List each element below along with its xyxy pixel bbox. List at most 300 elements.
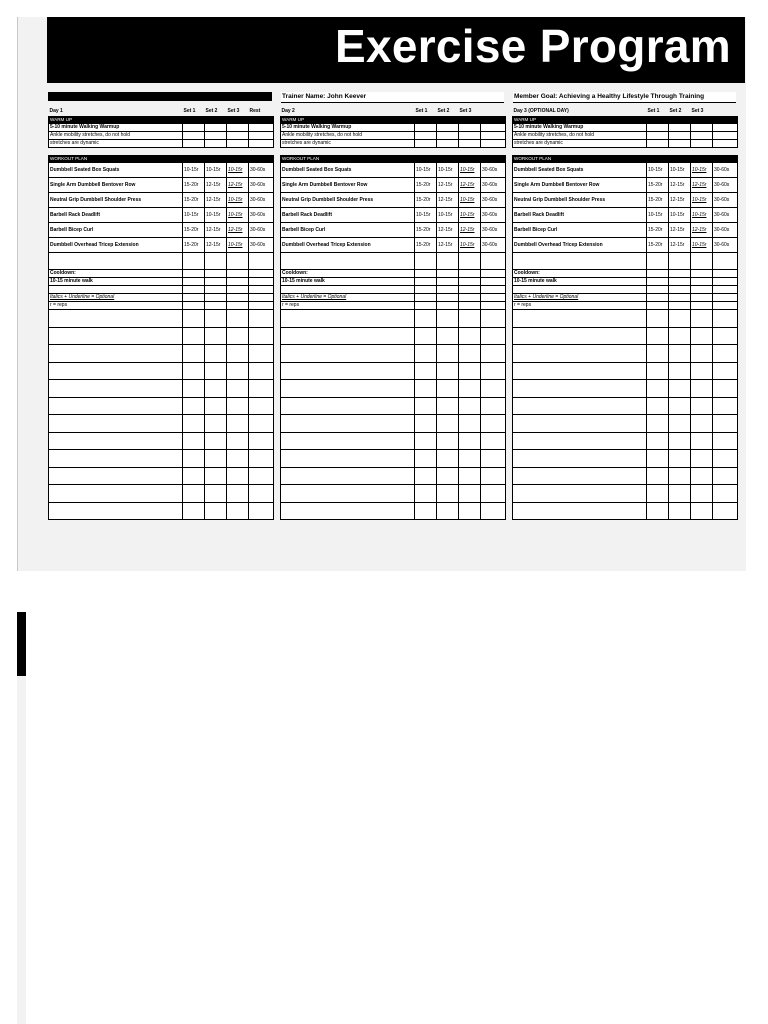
entry-cell[interactable] bbox=[647, 432, 669, 450]
entry-cell[interactable] bbox=[227, 302, 249, 310]
entry-cell[interactable] bbox=[459, 140, 481, 148]
entry-cell[interactable] bbox=[437, 270, 459, 278]
entry-cell[interactable] bbox=[183, 294, 205, 302]
set-1-reps[interactable]: 15-20r bbox=[415, 238, 437, 253]
entry-cell[interactable] bbox=[227, 450, 249, 468]
entry-cell[interactable] bbox=[415, 415, 437, 433]
entry-cell[interactable] bbox=[481, 502, 506, 520]
entry-cell[interactable] bbox=[481, 327, 506, 345]
entry-cell[interactable] bbox=[415, 397, 437, 415]
entry-cell[interactable] bbox=[49, 286, 183, 294]
entry-cell[interactable] bbox=[647, 124, 669, 132]
entry-cell[interactable] bbox=[691, 124, 713, 132]
entry-cell[interactable] bbox=[205, 467, 227, 485]
entry-cell[interactable] bbox=[713, 310, 738, 328]
entry-cell[interactable] bbox=[437, 397, 459, 415]
entry-cell[interactable] bbox=[437, 467, 459, 485]
entry-cell[interactable] bbox=[227, 485, 249, 503]
set-1-reps[interactable]: 15-20r bbox=[183, 238, 205, 253]
entry-cell[interactable] bbox=[249, 415, 274, 433]
rest-time[interactable]: 30-60s bbox=[481, 223, 506, 238]
entry-cell[interactable] bbox=[249, 450, 274, 468]
entry-cell[interactable] bbox=[415, 132, 437, 140]
entry-cell[interactable] bbox=[281, 286, 415, 294]
entry-cell[interactable] bbox=[481, 270, 506, 278]
entry-cell[interactable] bbox=[713, 450, 738, 468]
entry-cell[interactable] bbox=[49, 450, 183, 468]
entry-cell[interactable] bbox=[513, 502, 647, 520]
entry-cell[interactable] bbox=[713, 362, 738, 380]
entry-cell[interactable] bbox=[481, 253, 506, 270]
entry-cell[interactable] bbox=[415, 467, 437, 485]
entry-cell[interactable] bbox=[669, 286, 691, 294]
entry-cell[interactable] bbox=[415, 362, 437, 380]
entry-cell[interactable] bbox=[415, 432, 437, 450]
entry-cell[interactable] bbox=[281, 450, 415, 468]
entry-cell[interactable] bbox=[183, 270, 205, 278]
entry-cell[interactable] bbox=[513, 415, 647, 433]
entry-cell[interactable] bbox=[249, 294, 274, 302]
set-3-reps-optional[interactable]: 10-15r bbox=[459, 193, 481, 208]
set-2-reps[interactable]: 12-15r bbox=[205, 223, 227, 238]
entry-cell[interactable] bbox=[281, 362, 415, 380]
entry-cell[interactable] bbox=[669, 327, 691, 345]
entry-cell[interactable] bbox=[647, 415, 669, 433]
set-2-reps[interactable]: 12-15r bbox=[669, 223, 691, 238]
entry-cell[interactable] bbox=[691, 415, 713, 433]
set-1-reps[interactable]: 15-20r bbox=[415, 223, 437, 238]
entry-cell[interactable] bbox=[205, 294, 227, 302]
entry-cell[interactable] bbox=[437, 132, 459, 140]
entry-cell[interactable] bbox=[669, 432, 691, 450]
entry-cell[interactable] bbox=[459, 327, 481, 345]
entry-cell[interactable] bbox=[691, 132, 713, 140]
entry-cell[interactable] bbox=[415, 294, 437, 302]
entry-cell[interactable] bbox=[691, 362, 713, 380]
entry-cell[interactable] bbox=[249, 140, 274, 148]
entry-cell[interactable] bbox=[481, 140, 506, 148]
entry-cell[interactable] bbox=[205, 278, 227, 286]
entry-cell[interactable] bbox=[669, 485, 691, 503]
entry-cell[interactable] bbox=[437, 294, 459, 302]
set-3-reps-optional[interactable]: 10-15r bbox=[227, 163, 249, 178]
entry-cell[interactable] bbox=[459, 415, 481, 433]
entry-cell[interactable] bbox=[281, 502, 415, 520]
entry-cell[interactable] bbox=[459, 302, 481, 310]
entry-cell[interactable] bbox=[713, 467, 738, 485]
set-1-reps[interactable]: 15-20r bbox=[647, 178, 669, 193]
set-2-reps[interactable]: 12-15r bbox=[437, 238, 459, 253]
entry-cell[interactable] bbox=[281, 415, 415, 433]
entry-cell[interactable] bbox=[647, 467, 669, 485]
set-3-reps-optional[interactable]: 10-15r bbox=[459, 238, 481, 253]
entry-cell[interactable] bbox=[459, 380, 481, 398]
entry-cell[interactable] bbox=[415, 286, 437, 294]
entry-cell[interactable] bbox=[183, 124, 205, 132]
entry-cell[interactable] bbox=[415, 124, 437, 132]
set-2-reps[interactable]: 12-15r bbox=[437, 178, 459, 193]
entry-cell[interactable] bbox=[459, 310, 481, 328]
entry-cell[interactable] bbox=[691, 278, 713, 286]
entry-cell[interactable] bbox=[513, 467, 647, 485]
entry-cell[interactable] bbox=[205, 485, 227, 503]
entry-cell[interactable] bbox=[669, 380, 691, 398]
entry-cell[interactable] bbox=[49, 485, 183, 503]
entry-cell[interactable] bbox=[459, 467, 481, 485]
entry-cell[interactable] bbox=[437, 485, 459, 503]
entry-cell[interactable] bbox=[183, 362, 205, 380]
entry-cell[interactable] bbox=[713, 132, 738, 140]
rest-time[interactable]: 30-60s bbox=[481, 193, 506, 208]
entry-cell[interactable] bbox=[481, 397, 506, 415]
entry-cell[interactable] bbox=[691, 380, 713, 398]
entry-cell[interactable] bbox=[481, 432, 506, 450]
entry-cell[interactable] bbox=[459, 502, 481, 520]
entry-cell[interactable] bbox=[183, 140, 205, 148]
entry-cell[interactable] bbox=[227, 397, 249, 415]
set-1-reps[interactable]: 10-15r bbox=[647, 208, 669, 223]
entry-cell[interactable] bbox=[415, 485, 437, 503]
entry-cell[interactable] bbox=[647, 278, 669, 286]
entry-cell[interactable] bbox=[669, 397, 691, 415]
entry-cell[interactable] bbox=[459, 450, 481, 468]
entry-cell[interactable] bbox=[481, 132, 506, 140]
entry-cell[interactable] bbox=[647, 502, 669, 520]
entry-cell[interactable] bbox=[183, 485, 205, 503]
rest-time[interactable]: 30-60s bbox=[481, 208, 506, 223]
rest-time[interactable]: 30-60s bbox=[249, 208, 274, 223]
entry-cell[interactable] bbox=[437, 450, 459, 468]
entry-cell[interactable] bbox=[227, 124, 249, 132]
entry-cell[interactable] bbox=[669, 140, 691, 148]
entry-cell[interactable] bbox=[415, 278, 437, 286]
entry-cell[interactable] bbox=[669, 310, 691, 328]
entry-cell[interactable] bbox=[647, 362, 669, 380]
rest-time[interactable]: 30-60s bbox=[249, 193, 274, 208]
entry-cell[interactable] bbox=[691, 294, 713, 302]
entry-cell[interactable] bbox=[415, 253, 437, 270]
entry-cell[interactable] bbox=[459, 124, 481, 132]
entry-cell[interactable] bbox=[691, 432, 713, 450]
entry-cell[interactable] bbox=[205, 302, 227, 310]
entry-cell[interactable] bbox=[481, 124, 506, 132]
entry-cell[interactable] bbox=[647, 397, 669, 415]
entry-cell[interactable] bbox=[713, 327, 738, 345]
entry-cell[interactable] bbox=[691, 310, 713, 328]
set-1-reps[interactable]: 15-20r bbox=[183, 223, 205, 238]
entry-cell[interactable] bbox=[437, 327, 459, 345]
entry-cell[interactable] bbox=[481, 345, 506, 363]
entry-cell[interactable] bbox=[669, 253, 691, 270]
entry-cell[interactable] bbox=[647, 286, 669, 294]
entry-cell[interactable] bbox=[205, 310, 227, 328]
set-1-reps[interactable]: 15-20r bbox=[183, 193, 205, 208]
set-1-reps[interactable]: 15-20r bbox=[415, 178, 437, 193]
entry-cell[interactable] bbox=[205, 345, 227, 363]
entry-cell[interactable] bbox=[249, 253, 274, 270]
entry-cell[interactable] bbox=[437, 253, 459, 270]
set-2-reps[interactable]: 12-15r bbox=[669, 193, 691, 208]
set-2-reps[interactable]: 10-15r bbox=[205, 208, 227, 223]
entry-cell[interactable] bbox=[647, 132, 669, 140]
entry-cell[interactable] bbox=[227, 270, 249, 278]
entry-cell[interactable] bbox=[205, 432, 227, 450]
entry-cell[interactable] bbox=[281, 345, 415, 363]
set-2-reps[interactable]: 12-15r bbox=[669, 178, 691, 193]
set-3-reps-optional[interactable]: 12-15r bbox=[227, 178, 249, 193]
rest-time[interactable]: 30-60s bbox=[249, 178, 274, 193]
entry-cell[interactable] bbox=[249, 132, 274, 140]
entry-cell[interactable] bbox=[49, 253, 183, 270]
entry-cell[interactable] bbox=[249, 327, 274, 345]
entry-cell[interactable] bbox=[647, 294, 669, 302]
set-3-reps-optional[interactable]: 10-15r bbox=[459, 208, 481, 223]
entry-cell[interactable] bbox=[513, 310, 647, 328]
entry-cell[interactable] bbox=[481, 286, 506, 294]
entry-cell[interactable] bbox=[713, 294, 738, 302]
entry-cell[interactable] bbox=[691, 270, 713, 278]
entry-cell[interactable] bbox=[183, 432, 205, 450]
entry-cell[interactable] bbox=[415, 345, 437, 363]
set-3-reps-optional[interactable]: 12-15r bbox=[459, 178, 481, 193]
set-1-reps[interactable]: 15-20r bbox=[183, 178, 205, 193]
entry-cell[interactable] bbox=[249, 432, 274, 450]
entry-cell[interactable] bbox=[481, 485, 506, 503]
entry-cell[interactable] bbox=[281, 485, 415, 503]
entry-cell[interactable] bbox=[205, 124, 227, 132]
entry-cell[interactable] bbox=[183, 467, 205, 485]
entry-cell[interactable] bbox=[227, 140, 249, 148]
entry-cell[interactable] bbox=[513, 362, 647, 380]
entry-cell[interactable] bbox=[669, 467, 691, 485]
entry-cell[interactable] bbox=[481, 362, 506, 380]
rest-time[interactable]: 30-60s bbox=[713, 208, 738, 223]
entry-cell[interactable] bbox=[437, 302, 459, 310]
entry-cell[interactable] bbox=[713, 345, 738, 363]
set-2-reps[interactable]: 12-15r bbox=[437, 223, 459, 238]
entry-cell[interactable] bbox=[205, 502, 227, 520]
entry-cell[interactable] bbox=[183, 345, 205, 363]
set-3-reps-optional[interactable]: 12-15r bbox=[459, 223, 481, 238]
set-1-reps[interactable]: 10-15r bbox=[415, 163, 437, 178]
entry-cell[interactable] bbox=[647, 380, 669, 398]
entry-cell[interactable] bbox=[691, 302, 713, 310]
entry-cell[interactable] bbox=[713, 140, 738, 148]
entry-cell[interactable] bbox=[227, 286, 249, 294]
entry-cell[interactable] bbox=[205, 270, 227, 278]
entry-cell[interactable] bbox=[183, 397, 205, 415]
set-1-reps[interactable]: 10-15r bbox=[415, 208, 437, 223]
entry-cell[interactable] bbox=[249, 286, 274, 294]
entry-cell[interactable] bbox=[281, 253, 415, 270]
set-2-reps[interactable]: 10-15r bbox=[669, 208, 691, 223]
entry-cell[interactable] bbox=[459, 362, 481, 380]
entry-cell[interactable] bbox=[227, 467, 249, 485]
entry-cell[interactable] bbox=[227, 327, 249, 345]
entry-cell[interactable] bbox=[513, 286, 647, 294]
rest-time[interactable]: 30-60s bbox=[713, 238, 738, 253]
entry-cell[interactable] bbox=[713, 397, 738, 415]
entry-cell[interactable] bbox=[669, 302, 691, 310]
entry-cell[interactable] bbox=[647, 450, 669, 468]
entry-cell[interactable] bbox=[647, 310, 669, 328]
entry-cell[interactable] bbox=[205, 450, 227, 468]
entry-cell[interactable] bbox=[691, 286, 713, 294]
entry-cell[interactable] bbox=[183, 253, 205, 270]
entry-cell[interactable] bbox=[227, 253, 249, 270]
set-2-reps[interactable]: 10-15r bbox=[437, 163, 459, 178]
entry-cell[interactable] bbox=[415, 380, 437, 398]
entry-cell[interactable] bbox=[249, 467, 274, 485]
entry-cell[interactable] bbox=[481, 467, 506, 485]
entry-cell[interactable] bbox=[49, 397, 183, 415]
entry-cell[interactable] bbox=[481, 310, 506, 328]
entry-cell[interactable] bbox=[49, 415, 183, 433]
entry-cell[interactable] bbox=[691, 485, 713, 503]
entry-cell[interactable] bbox=[49, 345, 183, 363]
entry-cell[interactable] bbox=[183, 302, 205, 310]
entry-cell[interactable] bbox=[437, 124, 459, 132]
entry-cell[interactable] bbox=[249, 124, 274, 132]
entry-cell[interactable] bbox=[481, 415, 506, 433]
rest-time[interactable]: 30-60s bbox=[249, 163, 274, 178]
set-1-reps[interactable]: 10-15r bbox=[647, 163, 669, 178]
entry-cell[interactable] bbox=[227, 415, 249, 433]
entry-cell[interactable] bbox=[49, 432, 183, 450]
entry-cell[interactable] bbox=[713, 270, 738, 278]
entry-cell[interactable] bbox=[249, 278, 274, 286]
entry-cell[interactable] bbox=[669, 502, 691, 520]
set-1-reps[interactable]: 10-15r bbox=[183, 208, 205, 223]
entry-cell[interactable] bbox=[205, 286, 227, 294]
entry-cell[interactable] bbox=[227, 380, 249, 398]
entry-cell[interactable] bbox=[183, 502, 205, 520]
entry-cell[interactable] bbox=[249, 302, 274, 310]
entry-cell[interactable] bbox=[437, 140, 459, 148]
entry-cell[interactable] bbox=[281, 432, 415, 450]
entry-cell[interactable] bbox=[227, 362, 249, 380]
entry-cell[interactable] bbox=[437, 502, 459, 520]
set-3-reps-optional[interactable]: 12-15r bbox=[227, 223, 249, 238]
entry-cell[interactable] bbox=[459, 278, 481, 286]
entry-cell[interactable] bbox=[691, 397, 713, 415]
entry-cell[interactable] bbox=[249, 502, 274, 520]
entry-cell[interactable] bbox=[459, 345, 481, 363]
entry-cell[interactable] bbox=[459, 485, 481, 503]
entry-cell[interactable] bbox=[713, 415, 738, 433]
set-3-reps-optional[interactable]: 10-15r bbox=[227, 238, 249, 253]
entry-cell[interactable] bbox=[437, 345, 459, 363]
entry-cell[interactable] bbox=[669, 132, 691, 140]
entry-cell[interactable] bbox=[415, 310, 437, 328]
entry-cell[interactable] bbox=[49, 310, 183, 328]
entry-cell[interactable] bbox=[459, 397, 481, 415]
entry-cell[interactable] bbox=[281, 380, 415, 398]
rest-time[interactable]: 30-60s bbox=[713, 163, 738, 178]
entry-cell[interactable] bbox=[713, 380, 738, 398]
entry-cell[interactable] bbox=[227, 278, 249, 286]
set-3-reps-optional[interactable]: 10-15r bbox=[227, 208, 249, 223]
rest-time[interactable]: 30-60s bbox=[481, 163, 506, 178]
entry-cell[interactable] bbox=[669, 362, 691, 380]
entry-cell[interactable] bbox=[281, 397, 415, 415]
entry-cell[interactable] bbox=[183, 450, 205, 468]
entry-cell[interactable] bbox=[669, 415, 691, 433]
entry-cell[interactable] bbox=[437, 380, 459, 398]
rest-time[interactable]: 30-60s bbox=[481, 238, 506, 253]
entry-cell[interactable] bbox=[691, 502, 713, 520]
entry-cell[interactable] bbox=[713, 253, 738, 270]
entry-cell[interactable] bbox=[249, 270, 274, 278]
rest-time[interactable]: 30-60s bbox=[713, 223, 738, 238]
entry-cell[interactable] bbox=[205, 362, 227, 380]
entry-cell[interactable] bbox=[513, 397, 647, 415]
set-3-reps-optional[interactable]: 10-15r bbox=[691, 238, 713, 253]
set-2-reps[interactable]: 12-15r bbox=[437, 193, 459, 208]
entry-cell[interactable] bbox=[513, 327, 647, 345]
entry-cell[interactable] bbox=[647, 270, 669, 278]
entry-cell[interactable] bbox=[205, 415, 227, 433]
entry-cell[interactable] bbox=[513, 253, 647, 270]
entry-cell[interactable] bbox=[647, 345, 669, 363]
entry-cell[interactable] bbox=[183, 380, 205, 398]
entry-cell[interactable] bbox=[669, 450, 691, 468]
entry-cell[interactable] bbox=[459, 286, 481, 294]
entry-cell[interactable] bbox=[437, 415, 459, 433]
set-2-reps[interactable]: 10-15r bbox=[205, 163, 227, 178]
rest-time[interactable]: 30-60s bbox=[249, 238, 274, 253]
entry-cell[interactable] bbox=[415, 502, 437, 520]
entry-cell[interactable] bbox=[669, 345, 691, 363]
set-1-reps[interactable]: 10-15r bbox=[183, 163, 205, 178]
entry-cell[interactable] bbox=[205, 140, 227, 148]
entry-cell[interactable] bbox=[49, 467, 183, 485]
entry-cell[interactable] bbox=[437, 310, 459, 328]
rest-time[interactable]: 30-60s bbox=[713, 193, 738, 208]
entry-cell[interactable] bbox=[459, 253, 481, 270]
entry-cell[interactable] bbox=[205, 253, 227, 270]
entry-cell[interactable] bbox=[691, 253, 713, 270]
entry-cell[interactable] bbox=[205, 380, 227, 398]
entry-cell[interactable] bbox=[481, 380, 506, 398]
entry-cell[interactable] bbox=[49, 327, 183, 345]
entry-cell[interactable] bbox=[249, 397, 274, 415]
entry-cell[interactable] bbox=[415, 450, 437, 468]
entry-cell[interactable] bbox=[713, 124, 738, 132]
entry-cell[interactable] bbox=[281, 310, 415, 328]
set-2-reps[interactable]: 12-15r bbox=[205, 193, 227, 208]
rest-time[interactable]: 30-60s bbox=[713, 178, 738, 193]
entry-cell[interactable] bbox=[227, 310, 249, 328]
entry-cell[interactable] bbox=[205, 397, 227, 415]
rest-time[interactable]: 30-60s bbox=[249, 223, 274, 238]
entry-cell[interactable] bbox=[437, 286, 459, 294]
entry-cell[interactable] bbox=[647, 327, 669, 345]
set-3-reps-optional[interactable]: 10-15r bbox=[227, 193, 249, 208]
entry-cell[interactable] bbox=[437, 432, 459, 450]
entry-cell[interactable] bbox=[669, 294, 691, 302]
entry-cell[interactable] bbox=[459, 270, 481, 278]
entry-cell[interactable] bbox=[415, 327, 437, 345]
entry-cell[interactable] bbox=[437, 362, 459, 380]
entry-cell[interactable] bbox=[481, 278, 506, 286]
entry-cell[interactable] bbox=[713, 302, 738, 310]
set-1-reps[interactable]: 15-20r bbox=[647, 238, 669, 253]
entry-cell[interactable] bbox=[249, 362, 274, 380]
entry-cell[interactable] bbox=[249, 345, 274, 363]
entry-cell[interactable] bbox=[513, 432, 647, 450]
entry-cell[interactable] bbox=[415, 270, 437, 278]
